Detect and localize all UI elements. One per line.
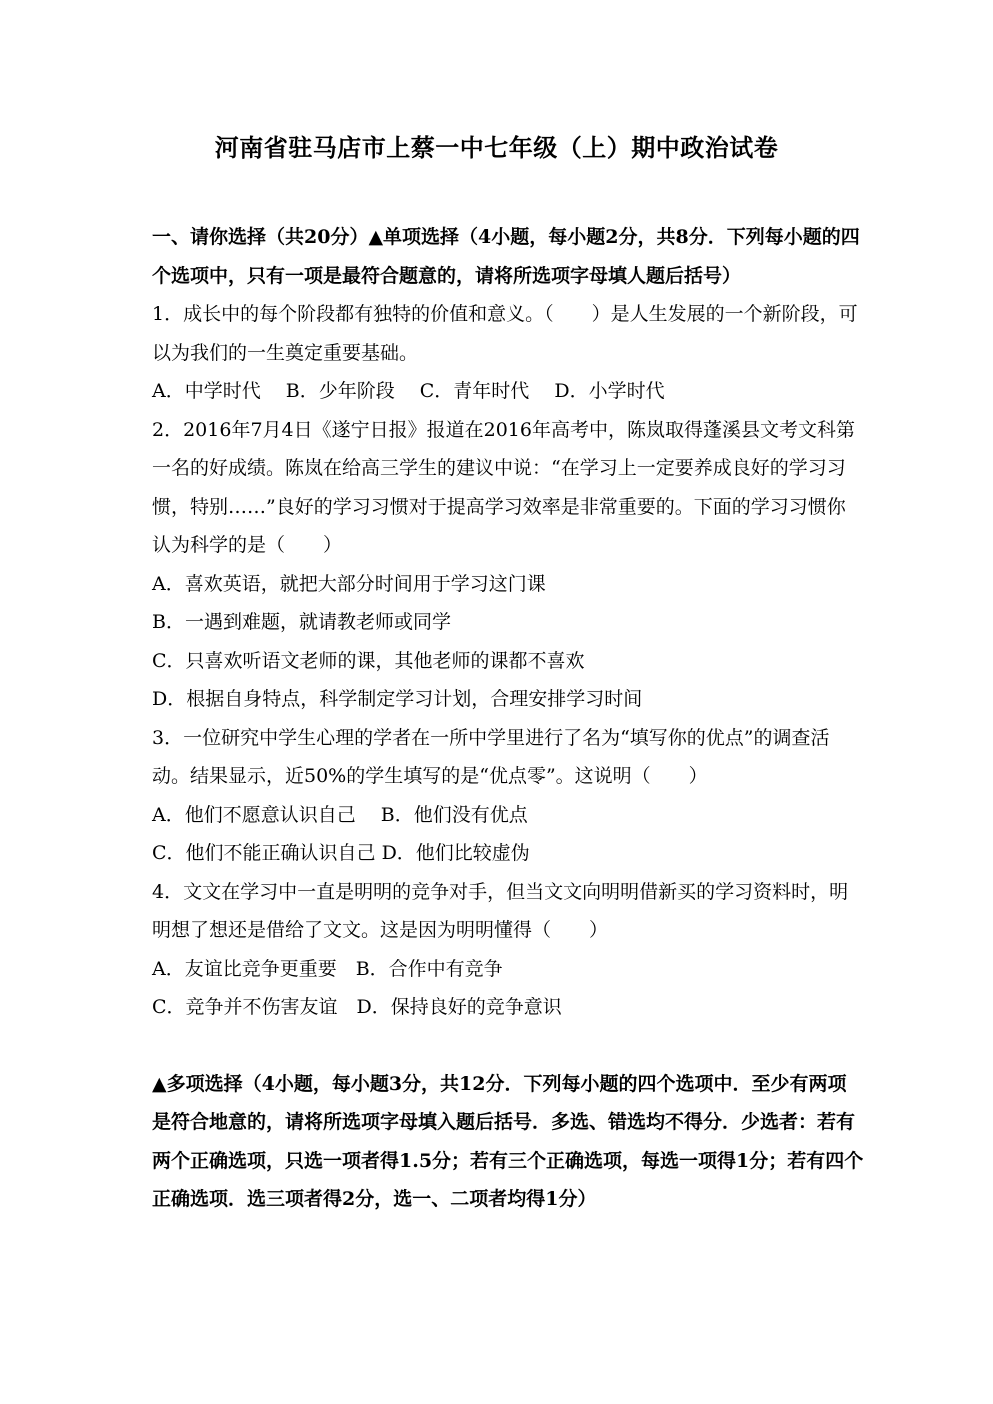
question-4-stem: 4．文文在学习中一直是明明的竞争对手，但当文文向明明借新买的学习资料时，明明想了想还是借给了文文。这是因为明明懂得（ ） [152,880,849,941]
question-3 [152,719,864,873]
page-title: 河南省驻马店市上蔡一中七年级（上）期中政治试卷 [214,133,779,162]
question-4 [152,873,864,1027]
question-3-options-cd: C．他们不能正确认识自己 D．他们比较虚伪 [152,842,530,864]
question-2-stem: 2．2016年7月4日《遂宁日报》报道在2016年高考中，陈岚取得蓬溪县文考文科第一名的好成绩。陈岚在给高三学生的建议中说：“在学习上一定要养成良好的学习习惯，特别……”良好的学习习惯对于提高学习效率是非常重要的。下面的学习习惯你认为科学的是（ ） [152,418,855,556]
section-spacer [152,1027,864,1065]
section1-heading: 一、请你选择（共20分）▲单项选择（4小题，每小题2分，共8分．下列每小题的四个选项中，只有一项是最符合题意的，请将所选项字母填人题后括号） [152,226,860,287]
question-2-option-b: B．一遇到难题，就请教老师或同学 [152,611,451,633]
question-1-options: A．中学时代 B．少年阶段 C．青年时代 D．小学时代 [152,380,665,402]
question-4-options-ab: A．友谊比竞争更重要 B．合作中有竞争 [152,957,503,980]
question-2-option-c: C．只喜欢听语文老师的课，其他老师的课都不喜欢 [152,649,585,672]
question-2 [152,411,864,719]
question-3-stem: 3．一位研究中学生心理的学者在一所中学里进行了名为“填写你的优点”的调查活动。结果显示，近50%的学生填写的是“优点零”。这说明（ ） [152,726,830,787]
question-2-option-a: A．喜欢英语，就把大部分时间用于学习这门课 [152,572,546,595]
question-4-options-cd: C．竞争并不伤害友谊 D．保持良好的竞争意识 [152,996,562,1018]
question-1 [152,295,864,411]
exam-content [152,218,864,1219]
question-3-options-ab: A．他们不愿意认识自己 B．他们没有优点 [152,803,528,826]
question-2-option-d: D．根据自身特点，科学制定学习计划，合理安排学习时间 [152,688,643,710]
question-1-stem: 1．成长中的每个阶段都有独特的价值和意义。（ ）是人生发展的一个新阶段，可以为我们的一生奠定重要基础。 [152,303,858,364]
section2-heading: ▲多项选择（4小题，每小题3分，共12分．下列每小题的四个选项中．至少有两项是符合地意的，请将所选项字母填入题后括号．多选、错选均不得分．少选者：若有两个正确选项，只选一项者得1.5分；若有三个正确选项，每选一项得1分；若有四个正确选项．选三项者得2分，选一、二项者均得1分） [152,1072,864,1210]
